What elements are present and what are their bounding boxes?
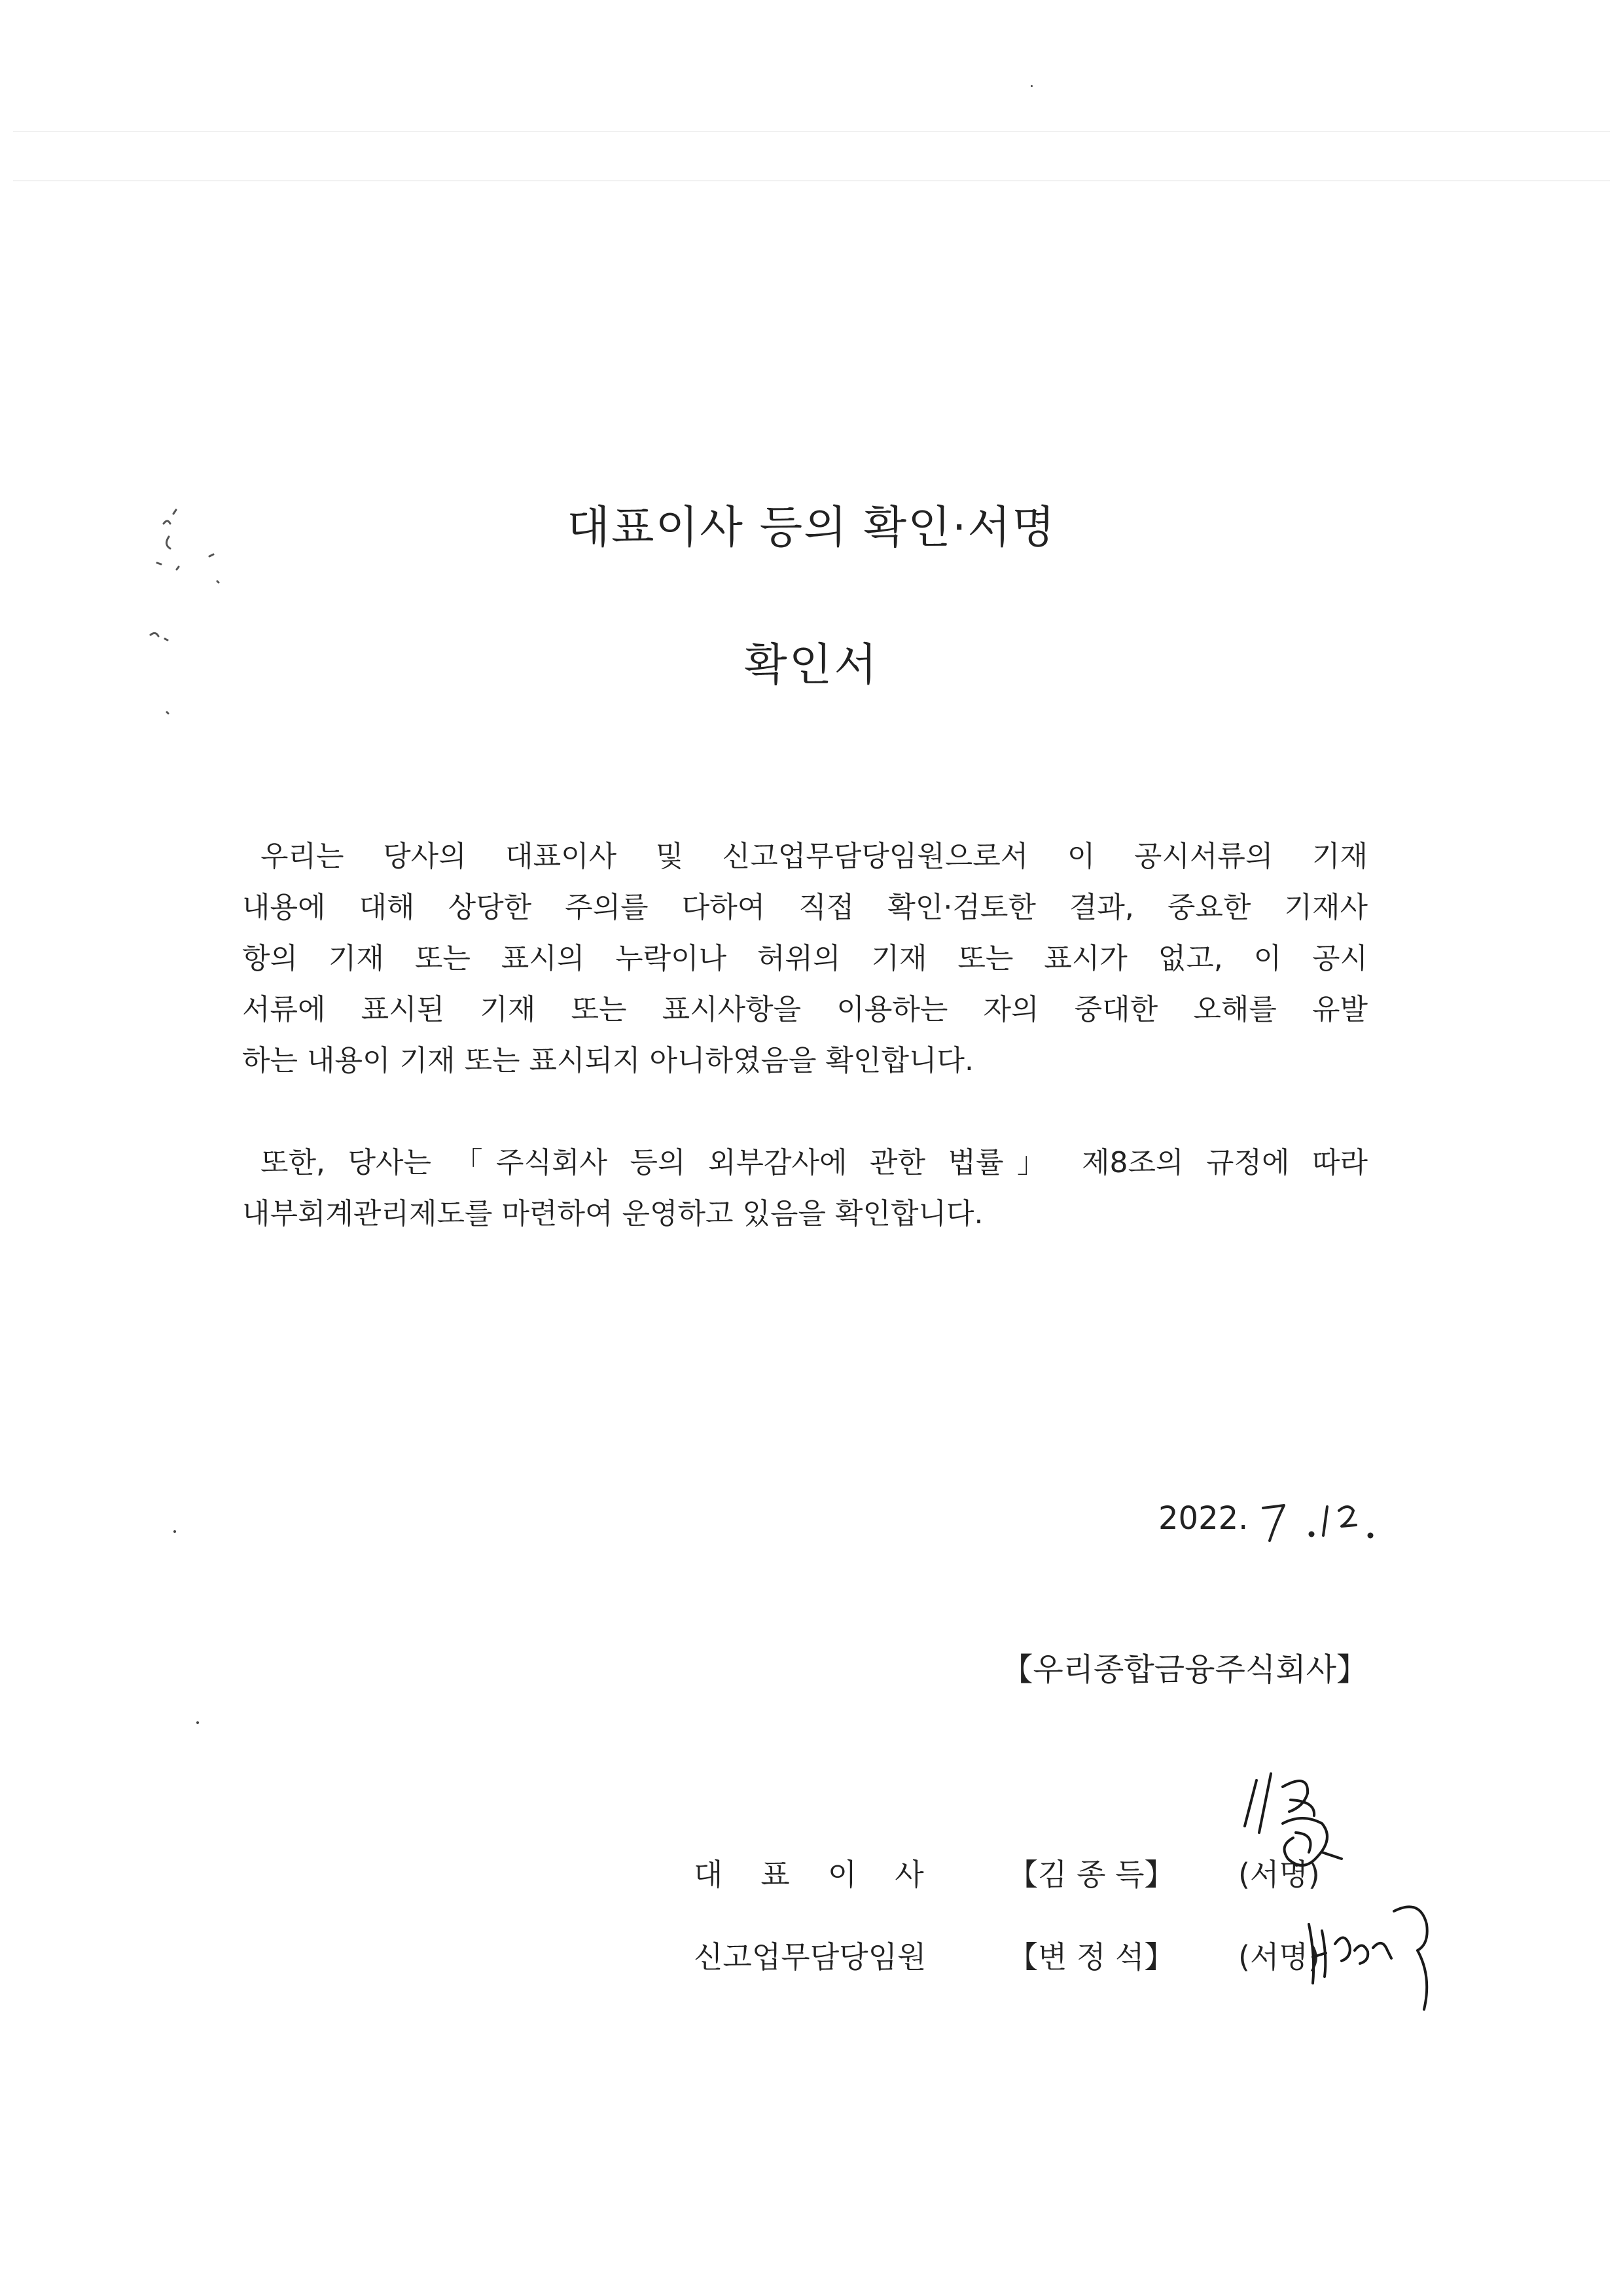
- signatory-name: 【김 종 득】: [1008, 1857, 1175, 1892]
- internal-control-paragraph: [242, 1138, 1368, 1240]
- paragraph-line: 또한, 당사는 「주식회사 등의 외부감사에 관한 법률」 제8조의 규정에 따라: [260, 1146, 1368, 1179]
- scan-speck: [1031, 85, 1033, 87]
- signatory-row-officer: [694, 1927, 1479, 1986]
- document-subtitle: 확인서: [743, 639, 880, 691]
- confirmation-paragraph: [242, 831, 1368, 1086]
- signatory-role: 대표이사: [694, 1857, 962, 1892]
- signature-label: (서명): [1238, 1857, 1320, 1892]
- scan-artifact-line: [13, 131, 1610, 132]
- paragraph-line: 항의 기재 또는 표시의 누락이나 허위의 기재 또는 표시가 없고, 이 공시: [242, 942, 1368, 975]
- document-title: 대표이사 등의 확인·서명: [567, 502, 1056, 554]
- paragraph-line: 하는 내용이 기재 또는 표시되지 아니하였음을 확인합니다.: [242, 1044, 974, 1077]
- signatory-row-ceo: [694, 1844, 1479, 1903]
- paragraph-line: 내부회계관리제도를 마련하여 운영하고 있음을 확인합니다.: [242, 1197, 984, 1230]
- signature-label: (서명): [1238, 1939, 1320, 1975]
- document-date: [1158, 1494, 1433, 1546]
- company-name: 【우리종합금융주식회사】: [1001, 1651, 1368, 1688]
- signatory-name: 【변 정 석】: [1008, 1939, 1175, 1975]
- scan-speck: [196, 1721, 199, 1724]
- paragraph-line: 내용에 대해 상당한 주의를 다하여 직접 확인·검토한 결과, 중요한 기재사: [242, 891, 1368, 924]
- handwritten-date: [1243, 1494, 1433, 1546]
- paragraph-line: 우리는 당사의 대표이사 및 신고업무담당임원으로서 이 공시서류의 기재: [260, 840, 1368, 873]
- date-year: 2022.: [1158, 1500, 1249, 1537]
- signatory-role: 신고업무담당임원: [694, 1939, 927, 1975]
- scan-artifact-line: [13, 180, 1610, 181]
- paragraph-line: 서류에 표시된 기재 또는 표시사항을 이용하는 자의 중대한 오해를 유발: [242, 993, 1368, 1026]
- scan-speck: [173, 1530, 176, 1533]
